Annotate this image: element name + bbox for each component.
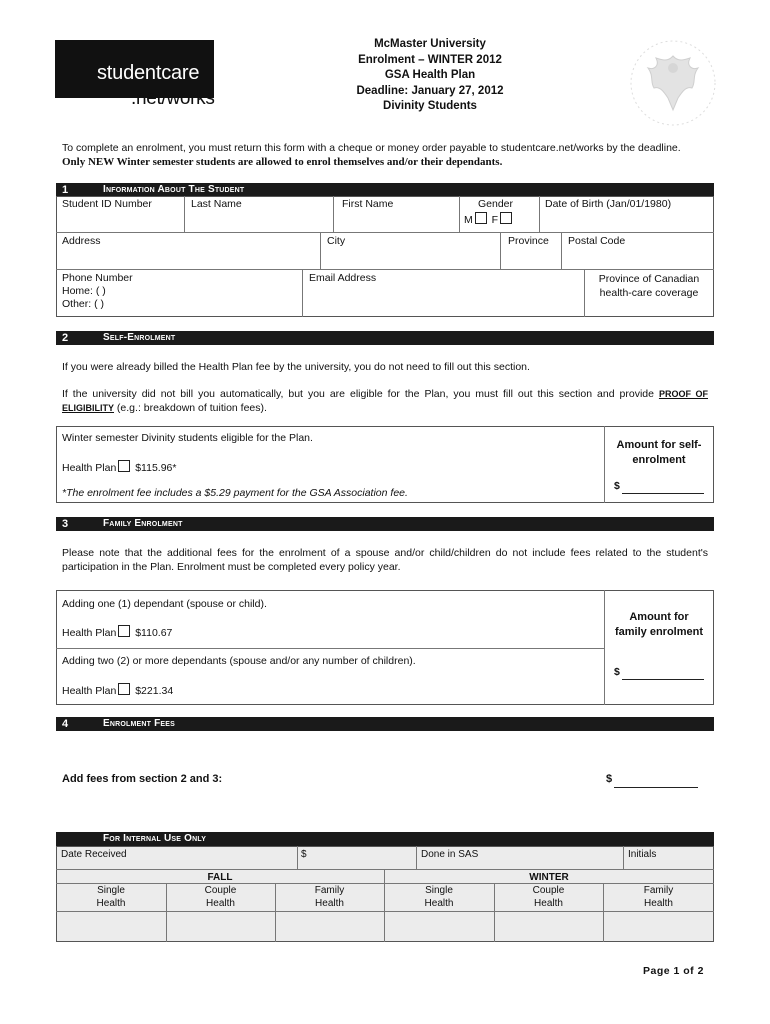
logo-text-studentcare: studentcare <box>97 62 200 84</box>
postal-code-field[interactable]: Postal Code <box>568 235 626 247</box>
winter-header: WINTER <box>529 872 569 883</box>
family-health-plan-label-2: Health Plan <box>62 685 117 697</box>
section-3-bar <box>56 517 714 531</box>
two-dependants-price: $221.34 <box>135 685 174 697</box>
gender-m-checkbox[interactable] <box>475 212 487 224</box>
section-4-number: 4 <box>62 718 69 730</box>
section-2-bar <box>56 331 714 345</box>
self-health-plan-checkbox[interactable] <box>118 460 130 472</box>
two-dependants-option <box>62 683 173 697</box>
province-field[interactable]: Province <box>508 235 549 247</box>
gender-m-label: M <box>464 214 473 226</box>
winter-single-health <box>384 884 494 910</box>
two-dependants-label: Adding two (2) or more dependants (spouse and/or any number of children). <box>62 655 416 667</box>
health-plan-label: Health Plan <box>62 462 117 474</box>
done-in-sas-label: Done in SAS <box>421 849 479 860</box>
section-4-title: Enrolment Fees <box>103 718 176 729</box>
enrolment-term: Enrolment – WINTER 2012 <box>358 53 502 66</box>
section-2-number: 2 <box>62 332 69 344</box>
winter-couple-label: Couple <box>532 885 565 896</box>
family-amount-label <box>606 610 712 640</box>
fall-couple-health-label: Health <box>206 898 235 909</box>
one-dependant-checkbox[interactable] <box>118 625 130 637</box>
deadline: Deadline: January 27, 2012 <box>356 84 504 97</box>
instructions-text-b: (e.g.: breakdown of tuition fees). <box>114 402 267 414</box>
gender-options <box>464 212 514 226</box>
fall-single-label: Single <box>97 885 125 896</box>
winter-family-label: Family <box>643 885 674 896</box>
section-1-number: 1 <box>62 184 69 196</box>
section-2-title: Self-Enrolment <box>103 332 176 343</box>
form-header <box>310 37 550 115</box>
two-dependants-checkbox[interactable] <box>118 683 130 695</box>
add-fees-label: Add fees from section 2 and 3: <box>62 773 223 785</box>
first-name-field[interactable]: First Name <box>342 198 394 210</box>
city-field[interactable]: City <box>327 235 346 247</box>
fall-couple-health <box>166 884 275 910</box>
family-amount-input[interactable] <box>622 679 704 680</box>
section-3-number: 3 <box>62 518 69 530</box>
self-health-plan-price: $115.96* <box>135 462 177 474</box>
student-id-field[interactable]: Student ID Number <box>62 198 152 210</box>
self-enrolment-note: If you were already billed the Health Plan fee by the university, you do not need to fill out this section. <box>62 361 530 373</box>
fall-single-health <box>56 884 166 910</box>
last-name-field[interactable]: Last Name <box>191 198 242 210</box>
fall-couple-label: Couple <box>204 885 237 896</box>
intro-instructions: To complete an enrolment, you must return this form with a cheque or money order payable to studentcare.net/works by the deadline. <box>62 142 681 154</box>
self-health-plan-option <box>62 460 176 474</box>
eligibility-label: Winter semester Divinity students eligible for the Plan. <box>62 432 313 444</box>
gender-f-checkbox[interactable] <box>500 212 512 224</box>
self-amount-line2: enrolment <box>632 454 686 466</box>
section-4-bar <box>56 717 714 731</box>
one-dependant-label: Adding one (1) dependant (spouse or child). <box>62 598 267 610</box>
gsa-crest-icon <box>628 38 718 128</box>
coverage-label-line2: health-care coverage <box>599 287 699 299</box>
date-received-label: Date Received <box>61 849 127 860</box>
gsa-fee-note: *The enrolment fee includes a $5.29 payment for the GSA Association fee. <box>62 487 408 499</box>
winter-couple-health-label: Health <box>534 898 563 909</box>
self-amount-line1: Amount for self- <box>616 439 702 451</box>
total-dollar: $ <box>606 773 613 785</box>
health-coverage-field[interactable] <box>586 272 712 300</box>
family-health-plan-label: Health Plan <box>62 627 117 639</box>
winter-couple-health <box>494 884 603 910</box>
one-dependant-option <box>62 625 172 639</box>
family-amount-dollar: $ <box>614 666 620 678</box>
date-of-birth-field[interactable]: Date of Birth (Jan/01/1980) <box>545 198 672 210</box>
self-amount-dollar: $ <box>614 480 620 492</box>
winter-single-health-label: Health <box>424 898 454 909</box>
self-amount-input[interactable] <box>622 493 704 494</box>
winter-single-label: Single <box>425 885 453 896</box>
family-enrolment-note: Please note that the additional fees for the enrolment of a spouse and/or child/children do not include fees related to the student's participation in the Plan. Enrolment must be completed every policy year. <box>62 547 708 573</box>
family-amount-line1: Amount for <box>629 611 689 623</box>
other-phone-field[interactable]: Other: ( ) <box>62 298 105 310</box>
page-number: Page 1 of 2 <box>643 965 704 977</box>
fall-family-label: Family <box>314 885 345 896</box>
coverage-label-line1: Province of Canadian <box>598 273 700 285</box>
student-group: Divinity Students <box>383 100 477 112</box>
instructions-text-a: If the university did not bill you automatically, but you are eligible for the Plan, you must fill out this section and provide <box>62 388 659 400</box>
internal-use-bar <box>56 832 714 846</box>
home-phone-field[interactable]: Home: ( ) <box>62 285 106 297</box>
self-amount-label <box>606 438 712 468</box>
university-name: McMaster University <box>374 38 486 50</box>
fall-single-health-label: Health <box>96 898 126 909</box>
total-amount-input[interactable] <box>614 787 698 788</box>
section-1-bar <box>56 183 714 197</box>
fall-family-health-label: Health <box>315 898 344 909</box>
address-field[interactable]: Address <box>62 235 101 247</box>
winter-family-health-label: Health <box>644 898 673 909</box>
fall-header: FALL <box>207 872 233 883</box>
winter-family-health <box>603 884 714 910</box>
section-3-title: Family Enrolment <box>103 518 183 529</box>
internal-use-title: For Internal Use Only <box>103 833 207 844</box>
proof-of-eligibility: PROOF OF ELIGIBILITY <box>62 389 708 413</box>
plan-name: GSA Health Plan <box>384 69 476 81</box>
section-1-title: Information About The Student <box>103 184 245 195</box>
logo-text-networks: .net/works <box>131 88 215 109</box>
gender-label: Gender <box>478 198 514 210</box>
self-enrolment-instructions <box>62 387 708 415</box>
internal-dollar: $ <box>301 849 307 860</box>
initials-label: Initials <box>628 849 657 860</box>
one-dependant-price: $110.67 <box>135 627 173 639</box>
fall-family-health <box>275 884 384 910</box>
email-field[interactable]: Email Address <box>309 272 377 284</box>
gender-f-label: F <box>491 214 499 226</box>
family-amount-line2: family enrolment <box>614 626 704 638</box>
phone-number-label: Phone Number <box>62 272 133 284</box>
intro-eligibility: Only NEW Winter semester students are allowed to enrol themselves and/or their dependants. <box>62 156 503 168</box>
